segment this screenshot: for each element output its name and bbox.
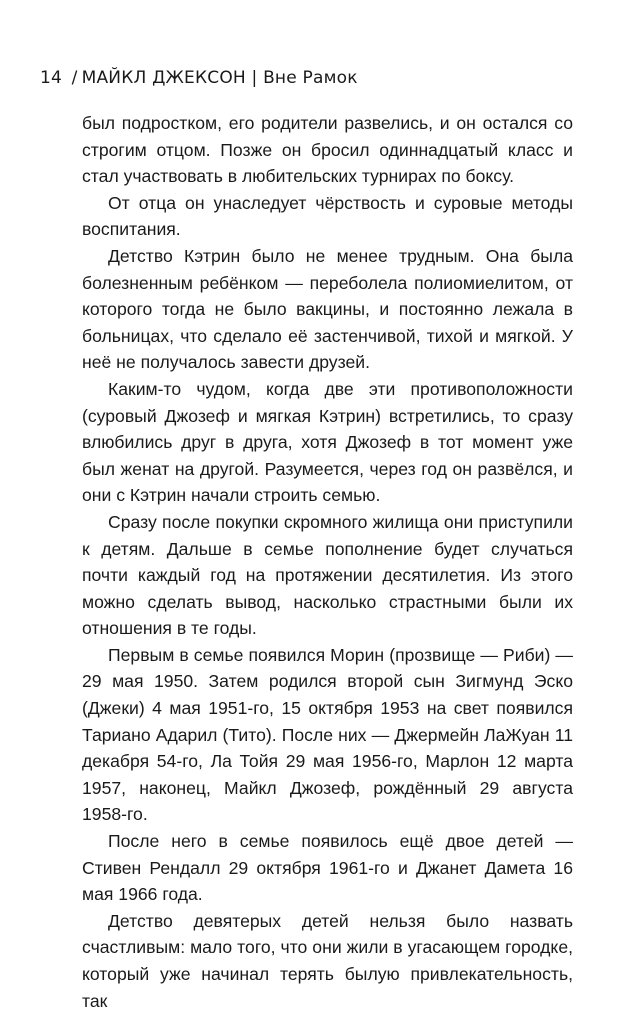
page-body (82, 110, 573, 1014)
paragraph: был подростком, его родители развелись, и он остался со строгим отцом. Позже он бросил одиннадцатый класс и стал участвовать в любительских турнирах по боксу. (82, 113, 573, 187)
paragraph: После него в семье появилось ещё двое детей — Стивен Рендалл 29 октября 1961-го и Джанет Дамета 16 мая 1966 года. (82, 831, 573, 905)
paragraph: Первым в семье появился Морин (прозвище — Риби) — 29 мая 1950. Затем родился второй сын Зигмунд Эско (Джеки) 4 мая 1951-го, 15 октября 1953 на свет появился Тариано Адарил (Тито). После них — Джермейн ЛаЖуан 11 декабря 54-го, Ла Тойя 29 мая 1956-го, Марлон 12 марта 1957, наконец, Майкл Джозеф, рождённый 29 августа 1958-го. (82, 644, 573, 825)
paragraph: От отца он унаследует чёрствость и суровые методы воспитания. (82, 192, 573, 240)
header-slash: / (71, 68, 78, 88)
page-number: 14 (40, 68, 63, 88)
book-title: Вне Рамок (263, 68, 358, 88)
running-head (40, 68, 358, 88)
paragraph: Каким-то чудом, когда две эти противоположности (суровый Джозеф и мягкая Кэтрин) встретились, то сразу влюбились друг в друга, хотя Джозеф в тот момент уже был женат на другой. Разумеется, через год он развёлся, и они с Кэтрин начали строить семью. (82, 378, 573, 506)
paragraph: Сразу после покупки скромного жилища они приступили к детям. Дальше в семье пополнение будет случаться почти каждый год на протяжении десятилетия. Из этого можно сделать вывод, насколько страстными были их отношения в те годы. (82, 511, 573, 639)
book-author: МАЙКЛ ДЖЕКСОН (81, 68, 246, 88)
paragraph: Детство девятерых детей нельзя было назвать счастливым: мало того, что они жили в угасающем городке, который уже начинал терять былую привлекательность, так (82, 910, 573, 1011)
header-divider: | (251, 68, 258, 88)
paragraph: Детство Кэтрин было не менее трудным. Она была болезненным ребёнком — переболела полиомиелитом, от которого тогда не было вакцины, и постоянно лежала в больницах, что сделало её застенчивой, тихой и мягкой. У неё не получалось завести друзей. (82, 245, 573, 373)
